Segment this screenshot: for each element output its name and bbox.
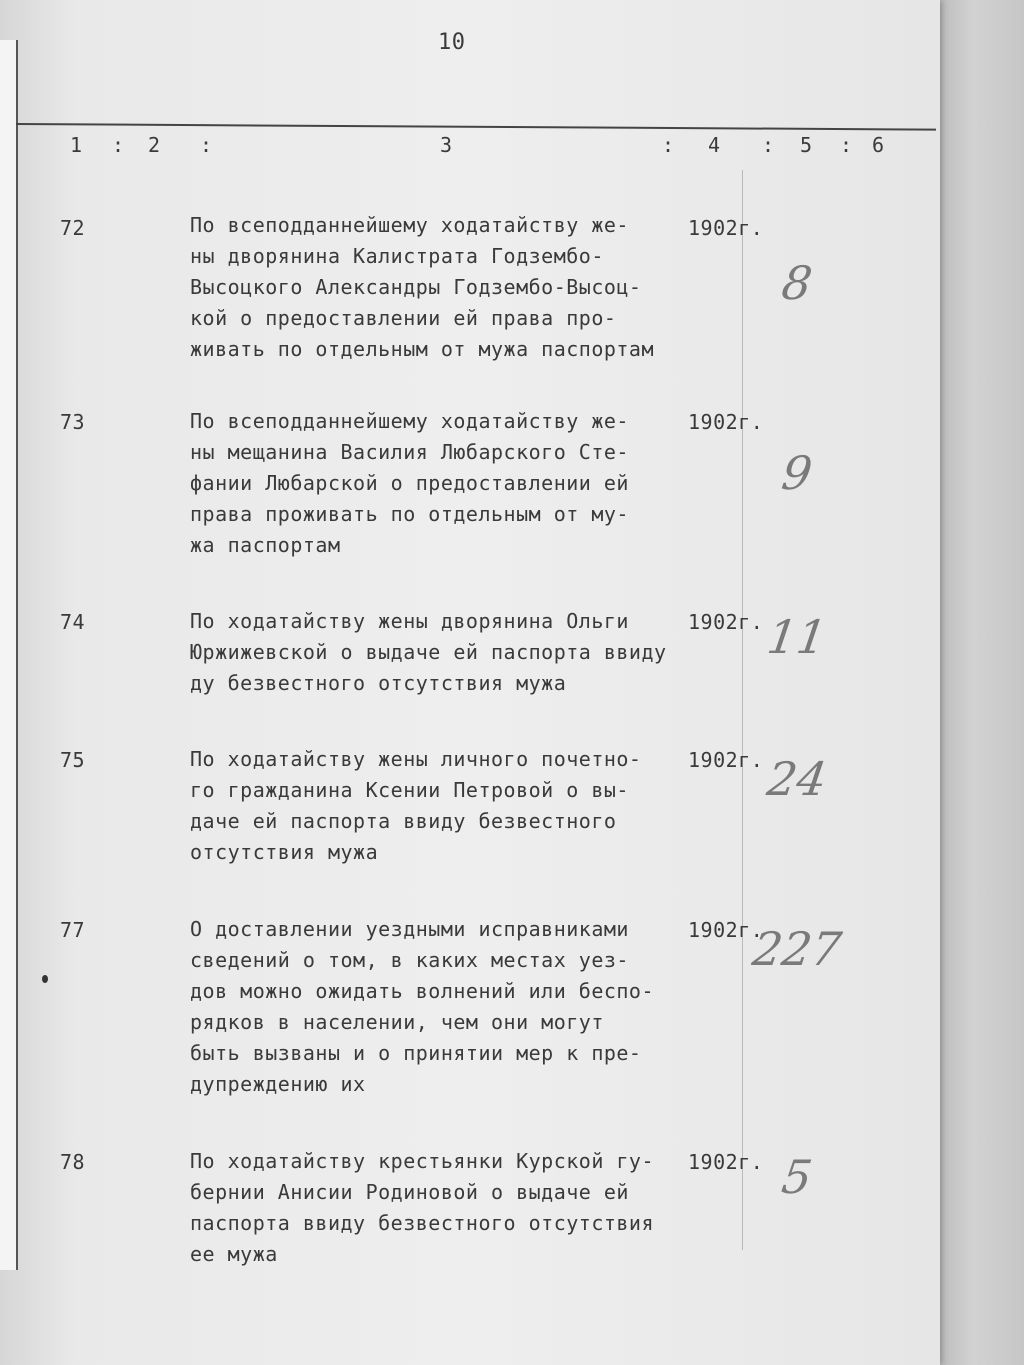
column-header-1: 1 — [70, 133, 83, 157]
column-header-2: 2 — [148, 133, 161, 157]
entry-text: По всеподданнейшему ходатайству же- ны дворянина Калистрата Годзембо- Высоцкого Александры Годзембо-Высоц- кой о предоставлении ей права про- живать по отдельным от мужа паспортам — [190, 213, 655, 361]
column-header-3: 3 — [440, 133, 453, 157]
column-header-6: 6 — [872, 133, 885, 157]
entry-date: 1902г. — [688, 216, 764, 240]
entry-number: 72 — [60, 216, 86, 240]
entry-date: 1902г. — [688, 748, 764, 772]
entry-text: По всеподданнейшему ходатайству же- ны мещанина Василия Любарского Сте- фании Любарской о предоставлении ей права проживать по отдельным от му- жа паспортам — [190, 409, 629, 557]
entry-sheet-count: 8 — [778, 256, 816, 310]
ink-spot — [42, 975, 48, 983]
entry-date: 1902г. — [688, 610, 764, 634]
entry-text: По ходатайству жены дворянина Ольги Юржижевской о выдаче ей паспорта ввиду ду безвестного отсутствия мужа — [190, 609, 667, 695]
entry-date: 1902г. — [688, 918, 764, 942]
entry-sheet-count: 9 — [778, 446, 816, 500]
entry-text: По ходатайству жены личного почетно- го гражданина Ксении Петровой о вы- даче ей паспорта ввиду безвестного отсутствия мужа — [190, 747, 642, 864]
column-separator: : — [662, 133, 675, 157]
entry-number: 74 — [60, 610, 86, 634]
page-number: 10 — [438, 30, 466, 55]
column-separator: : — [762, 133, 775, 157]
entry-sheet-count: 5 — [778, 1150, 816, 1204]
column-separator: : — [840, 133, 853, 157]
header-rule — [16, 123, 936, 131]
entry-number: 73 — [60, 410, 86, 434]
entry-text: О доставлении уездными исправниками сведений о том, в каких местах уез- дов можно ожидать волнений или беспо- рядков в населении, чем они могут быть вызваны и о принятии мер к пре- дупреждению их — [190, 917, 655, 1096]
page-edge — [940, 0, 1024, 1365]
column-separator: : — [112, 133, 125, 157]
entry-number: 78 — [60, 1150, 86, 1174]
entry-date: 1902г. — [688, 410, 764, 434]
column-header-5: 5 — [800, 133, 813, 157]
entry-text: По ходатайству крестьянки Курской гу- бернии Анисии Родиновой о выдаче ей паспорта ввиду безвестного отсутствия ее мужа — [190, 1149, 655, 1266]
column-separator: : — [200, 133, 213, 157]
column-divider — [742, 170, 743, 1250]
column-header-4: 4 — [708, 133, 721, 157]
entry-date: 1902г. — [688, 1150, 764, 1174]
entry-number: 75 — [60, 748, 86, 772]
binding-strip — [0, 40, 18, 1270]
entry-number: 77 — [60, 918, 86, 942]
entry-sheet-count: 24 — [763, 752, 831, 806]
entry-sheet-count: 11 — [763, 610, 831, 664]
entry-sheet-count: 227 — [749, 922, 845, 976]
